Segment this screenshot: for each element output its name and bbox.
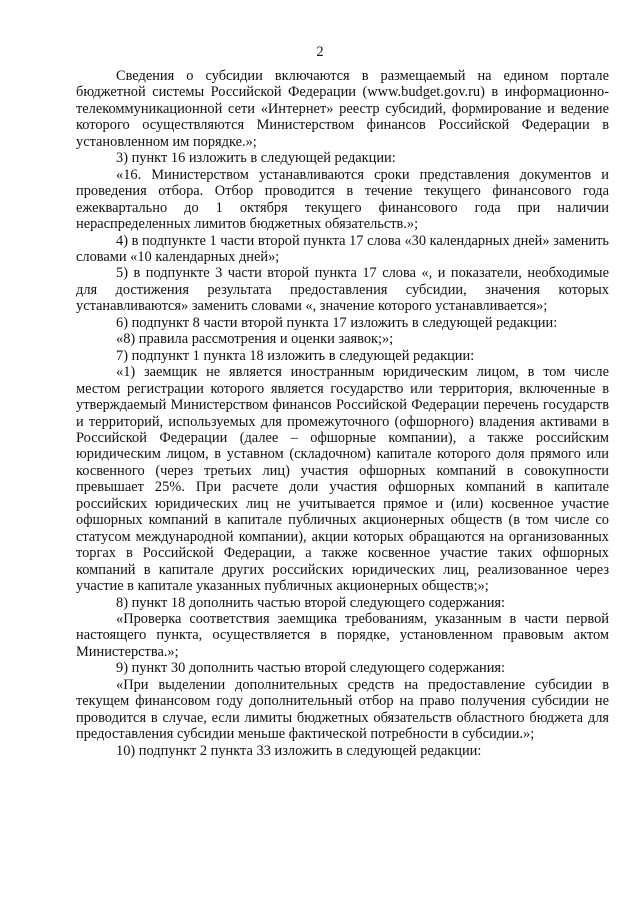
paragraph: «16. Министерством устанавливаются сроки представления документов и проведения отбора. Отбор проводится в течение текущего финансового года ежеквартально до 1 октября текущего финансового года при наличии нераспределенных лимитов бюджетных обязательств.»;: [76, 166, 609, 233]
paragraph: 4) в подпункте 1 части второй пункта 17 слова «30 календарных дней» заменить словами «10 календарных дней»;: [76, 232, 609, 265]
paragraph: Сведения о субсидии включаются в размещаемый на едином портале бюджетной системы Российской Федерации (www.budget.gov.ru) в информационно-телекоммуникационной сети «Интернет» реестр субсидий, формирование и ведение которого осуществляются Министерством финансов Российской Федерации в установленном им порядке.»;: [76, 68, 609, 150]
paragraph: 6) подпункт 8 части второй пункта 17 изложить в следующей редакции:: [116, 314, 558, 331]
paragraph: «8) правила рассмотрения и оценки заявок;»;: [116, 331, 394, 348]
paragraph: 7) подпункт 1 пункта 18 изложить в следующей редакции:: [116, 347, 475, 364]
paragraph: 10) подпункт 2 пункта 33 изложить в следующей редакции:: [116, 742, 482, 759]
paragraph: «При выделении дополнительных средств на предоставление субсидии в текущем финансовом году дополнительный отбор на право получения субсидии не проводится в случае, если лимиты бюджетных обязательств областного бюджета для предоставления субсидии меньше фактической потребности в субсидии.»;: [76, 676, 609, 743]
page-number: 2: [316, 44, 324, 60]
paragraph: 9) пункт 30 дополнить частью второй следующего содержания:: [116, 660, 506, 677]
paragraph: 3) пункт 16 изложить в следующей редакции:: [116, 150, 396, 167]
document-body: [76, 68, 609, 759]
paragraph: «Проверка соответствия заемщика требованиям, указанным в части первой настоящего пункта, осуществляется в порядке, установленном правовым актом Министерства.»;: [76, 610, 609, 660]
paragraph: 5) в подпункте 3 части второй пункта 17 слова «, и показатели, необходимые для достижения результата предоставления субсидии, значения которых устанавливаются» заменить словами «, значение которого устанавливается»;: [76, 265, 609, 315]
paragraph: «1) заемщик не является иностранным юридическим лицом, в том числе местом регистрации которого является государство или территория, включенные в утверждаемый Министерством финансов Российской Федерации перечень государств и территорий, используемых для промежуточного (офшорного) владения активами в Российской Федерации (далее – офшорные компании), а также российским юридическим лицом, в уставном (складочном) капитале которого доля прямого или косвенного (через третьих лиц) участия офшорных компаний в совокупности превышает 25%. При расчете доли участия офшорных компаний в капитале российских юридических лиц не учитывается прямое и (или) косвенное участие офшорных компаний в капитале публичных акционерных обществ (в том числе со статусом международной компании), акции которых обращаются на организованных торгах в Российской Федерации, а также косвенное участие таких офшорных компаний в капитале других российских юридических лиц, реализованное через участие в капитале указанных публичных акционерных обществ;»;: [76, 364, 609, 595]
paragraph: 8) пункт 18 дополнить частью второй следующего содержания:: [116, 594, 506, 611]
